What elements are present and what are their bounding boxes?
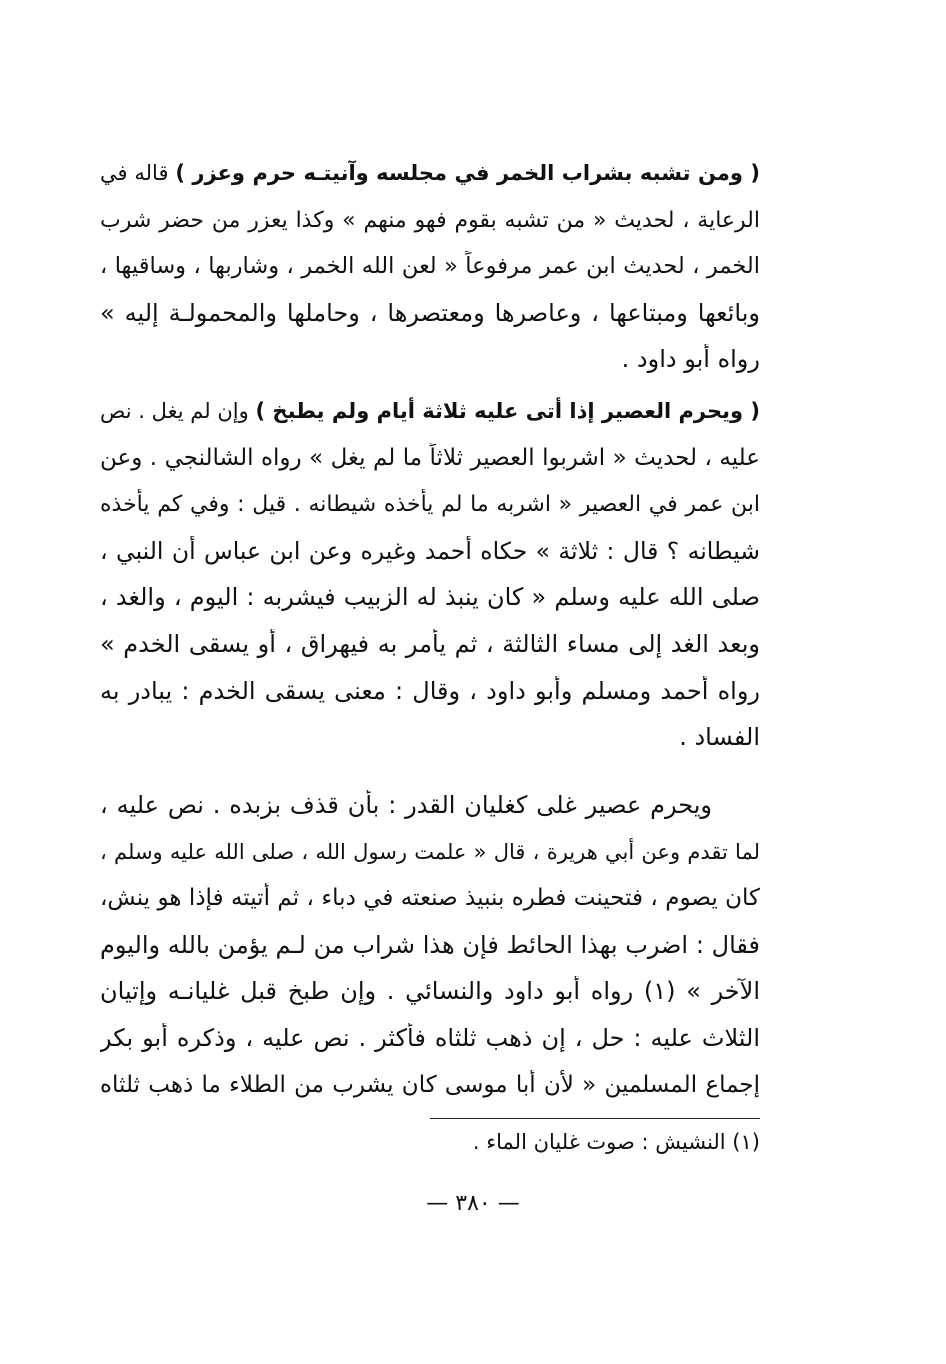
text-line (100, 582, 760, 629)
line-text: ابن عمر في العصير « اشربه ما لم يأخذه شيطانه . قيل : وفي كم يأخذه (100, 492, 760, 518)
line-text: صلى الله عليه وسلم « كان ينبذ له الزبيب فيشربه : اليوم ، والغد ، (100, 583, 760, 612)
bold-heading: ( ويحرم العصير إذا أتى عليه ثلاثة أيام ولم يطبخ ) (255, 399, 760, 423)
text-line (100, 629, 760, 676)
text-line (100, 722, 760, 769)
paragraph-2 (100, 396, 760, 769)
line-text: رواه أبو داود . (621, 345, 760, 374)
line-text: عليه ، لحديث « اشربوا العصير ثلاثاً ما لم يغل » رواه الشالنجي . وعن (100, 444, 760, 471)
text-line (100, 396, 760, 443)
line-text: وإن لم يغل . نص (100, 399, 256, 423)
text-line (100, 251, 760, 298)
line-text: ويحرم عصير غلى كغليان القدر : بأن قذف بزبده . نص عليه ، (100, 791, 712, 819)
text-line (100, 344, 760, 391)
line-text: وبائعها ومبتاعها ، وعاصرها ومعتصرها ، وحاملها والمحمولـة إليه » (100, 298, 760, 327)
text-line (100, 1023, 760, 1070)
line-text: الفساد . (679, 723, 760, 752)
footnote-divider (430, 1118, 760, 1119)
line-text: الآخر » (١) رواه أبو داود والنسائي . وإن طبخ قبل غليانـه وإتيان (100, 977, 760, 1006)
text-line (100, 489, 760, 536)
line-text: رواه أحمد ومسلم وأبو داود ، وقال : معنى يسقى الخدم : يبادر به (100, 676, 760, 705)
paragraph-1 (100, 158, 760, 391)
text-line (100, 298, 760, 345)
line-text: لما تقدم وعن أبي هريرة ، قال « علمت رسول الله ، صلى الله عليه وسلم ، (100, 839, 760, 864)
line-text: قاله في (100, 161, 176, 185)
text-line (100, 976, 760, 1023)
line-text: الخمر ، لحديث ابن عمر مرفوعاً « لعن الله الخمر ، وشاربها ، وساقيها ، (100, 253, 760, 280)
line-text: شيطانه ؟ قال : ثلاثة » حكاه أحمد وغيره وعن ابن عباس أن النبي ، (100, 536, 760, 565)
text-line (100, 930, 760, 977)
text-line (100, 205, 760, 252)
text-line (100, 883, 760, 930)
page-number: — ٣٨٠ — (426, 1191, 520, 1216)
line-text: الرعاية ، لحديث « من تشبه بقوم فهو منهم » وكذا يعزر من حضر شرب (100, 207, 760, 233)
text-line (100, 790, 760, 837)
line-text: الثلاث عليه : حل ، إن ذهب ثلثاه فأكثر . نص عليه ، وذكره أبو بكر (100, 1023, 760, 1052)
line-text: كان يصوم ، فتحينت فطره بنبيذ صنعته في دباء ، ثم أتيته فإذا هو ينش، (100, 885, 760, 912)
text-line (100, 536, 760, 583)
text-line (100, 676, 760, 723)
paragraph-3 (100, 790, 760, 1116)
text-line (100, 837, 760, 884)
footnote: (١) النشيش : صوت غليان الماء . (472, 1130, 760, 1154)
line-text: فقال : اضرب بهذا الحائط فإن هذا شراب من لـم يؤمن بالله واليوم (100, 930, 760, 959)
text-line (100, 443, 760, 490)
bold-heading: ( ومن تشبه بشراب الخمر في مجلسه وآنيتـه حرم وعزر ) (175, 161, 760, 185)
line-text: إجماع المسلمين « لأن أبا موسى كان يشرب من الطلاء ما ذهب ثلثاه (100, 1071, 760, 1098)
text-line (100, 1070, 760, 1117)
text-line (100, 158, 760, 205)
line-text: وبعد الغد إلى مساء الثالثة ، ثم يأمر به فيهراق ، أو يسقى الخدم » (100, 629, 760, 658)
